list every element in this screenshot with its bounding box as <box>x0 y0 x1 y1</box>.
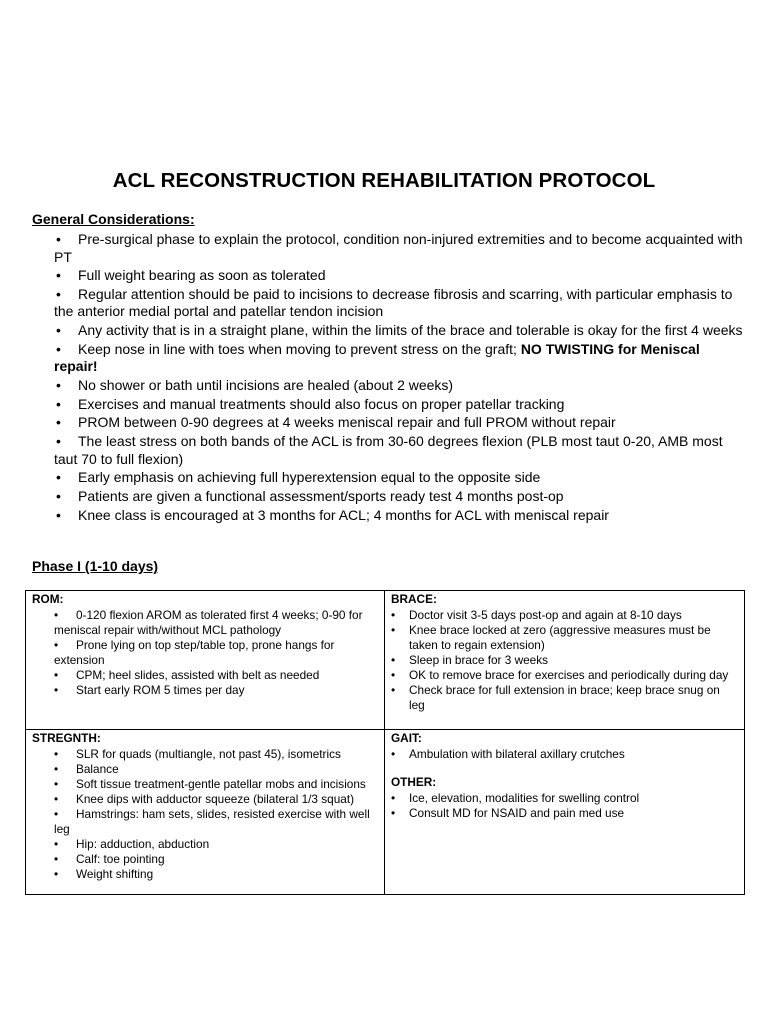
bullet-icon: • <box>56 506 61 523</box>
table-list-item <box>32 837 378 852</box>
gait-heading: GAIT: <box>391 731 422 745</box>
table-list-item <box>32 747 378 762</box>
bullet-icon: • <box>391 623 396 637</box>
bullet-icon: • <box>54 837 59 851</box>
table-list-item <box>32 792 378 807</box>
consideration-item <box>54 469 744 487</box>
general-considerations-heading-text: General Considerations <box>32 211 190 227</box>
rom-cell <box>26 591 384 729</box>
consideration-text: Pre-surgical phase to explain the protocol, condition non-injured extremities and to become acquainted with PT <box>54 231 743 265</box>
table-list-item-text: Check brace for full extension in brace; keep brace snug on leg <box>409 683 720 712</box>
bullet-icon: • <box>391 653 396 667</box>
table-list-item <box>32 638 378 668</box>
bullet-icon: • <box>56 395 61 412</box>
table-list-item-text: Hip: adduction, abduction <box>76 837 210 851</box>
consideration-text: The least stress on both bands of the ACL is from 30-60 degrees flexion (PLB most taut 0-20, AMB most taut 70 to full flexion) <box>54 433 723 467</box>
table-list-item <box>391 806 738 821</box>
consideration-text: Regular attention should be paid to incisions to decrease fibrosis and scarring, with particular emphasis to the anterior medial portal and patellar tendon incision <box>54 285 733 320</box>
bullet-icon: • <box>56 285 61 302</box>
consideration-item <box>54 433 744 468</box>
bullet-icon: • <box>56 414 61 431</box>
bullet-icon: • <box>391 608 396 622</box>
table-list-item-text: Balance <box>76 762 119 776</box>
table-list-item-text: Ice, elevation, modalities for swelling control <box>409 791 640 805</box>
strength-heading: STREGNTH: <box>32 731 101 745</box>
bullet-icon: • <box>54 683 59 697</box>
table-list-item-text: Prone lying on top step/table top, prone hangs for extension <box>54 638 335 667</box>
table-list-item-text: Knee dips with adductor squeeze (bilateral 1/3 squat) <box>76 792 355 806</box>
table-list-item-text: 0-120 flexion AROM as tolerated first 4 weeks; 0-90 for meniscal repair with/without MCL pathology <box>54 608 363 637</box>
table-list-item-text: Doctor visit 3-5 days post-op and again at 8-10 days <box>409 608 682 622</box>
consideration-text: Early emphasis on achieving full hyperextension equal to the opposite side <box>78 469 541 486</box>
bullet-icon: • <box>54 747 59 761</box>
table-list-item <box>391 791 738 806</box>
phase1-table <box>25 590 745 895</box>
table-list-item-text: Hamstrings: ham sets, slides, resisted exercise with well leg <box>54 807 370 836</box>
consideration-item <box>54 286 744 321</box>
bullet-icon: • <box>54 762 59 776</box>
table-list-item-text: Knee brace locked at zero (aggressive measures must be taken to regain extension) <box>409 623 711 652</box>
table-list-item-text: Consult MD for NSAID and pain med use <box>409 806 625 820</box>
table-list-item <box>391 653 738 668</box>
consideration-text: Any activity that is in a straight plane, within the limits of the brace and tolerable is okay for the first 4 weeks <box>78 322 743 339</box>
consideration-text: Exercises and manual treatments should also focus on proper patellar tracking <box>78 395 565 412</box>
bullet-icon: • <box>56 433 61 449</box>
bullet-icon: • <box>56 340 61 357</box>
table-list-item-text: Ambulation with bilateral axillary crutches <box>409 747 625 761</box>
consideration-text: Knee class is encouraged at 3 months for ACL; 4 months for ACL with meniscal repair <box>78 506 609 523</box>
table-list-item-text: CPM; heel slides, assisted with belt as needed <box>76 668 320 682</box>
strength-list <box>32 747 378 882</box>
consideration-item <box>54 414 744 432</box>
table-list-item-text: Start early ROM 5 times per day <box>76 683 245 697</box>
table-list-item-text: Weight shifting <box>76 867 154 881</box>
bullet-icon: • <box>54 777 59 791</box>
bullet-icon: • <box>54 638 59 652</box>
bullet-icon: • <box>391 668 396 682</box>
table-list-item <box>32 777 378 792</box>
bullet-icon: • <box>54 807 59 821</box>
table-list-item-text: OK to remove brace for exercises and periodically during day <box>409 668 729 682</box>
consideration-text: Patients are given a functional assessment/sports ready test 4 months post-op <box>78 487 564 504</box>
consideration-item <box>54 341 744 376</box>
table-list-item <box>32 668 378 683</box>
table-list-item <box>32 683 378 698</box>
general-considerations-heading <box>32 211 195 227</box>
consideration-item <box>54 507 744 525</box>
table-list-item <box>32 807 378 837</box>
bullet-icon: • <box>391 806 396 820</box>
table-list-item <box>391 608 738 623</box>
bullet-icon: • <box>56 231 61 247</box>
table-list-item <box>32 852 378 867</box>
table-list-item-text: SLR for quads (multiangle, not past 45), isometrics <box>76 747 341 761</box>
document-title: ACL RECONSTRUCTION REHABILITATION PROTOCOL <box>112 169 656 192</box>
bullet-icon: • <box>56 376 61 393</box>
consideration-text: Keep nose in line with toes when moving to prevent stress on the graft; <box>78 340 521 357</box>
table-list-item <box>32 867 378 882</box>
bullet-icon: • <box>54 792 59 806</box>
brace-heading: BRACE: <box>391 592 437 606</box>
bullet-icon: • <box>56 487 61 504</box>
gait-list <box>391 747 738 762</box>
general-considerations-list <box>54 231 744 525</box>
table-list-item <box>32 762 378 777</box>
bullet-icon: • <box>391 791 396 805</box>
table-list-item <box>32 608 378 638</box>
consideration-item <box>54 231 744 266</box>
consideration-text: PROM between 0-90 degrees at 4 weeks meniscal repair and full PROM without repair <box>78 414 616 431</box>
table-list-item-text: Soft tissue treatment-gentle patellar mobs and incisions <box>76 777 366 791</box>
general-considerations-heading-colon: : <box>189 211 195 227</box>
brace-cell <box>385 591 744 729</box>
table-list-item-text: Calf: toe pointing <box>76 852 165 866</box>
bullet-icon: • <box>54 867 59 881</box>
bullet-icon: • <box>391 747 396 761</box>
bullet-icon: • <box>56 267 61 284</box>
consideration-item <box>54 396 744 414</box>
bullet-icon: • <box>56 322 61 339</box>
bullet-icon: • <box>391 683 396 697</box>
consideration-item <box>54 488 744 506</box>
table-list-item <box>391 623 738 653</box>
rom-heading: ROM: <box>32 592 64 606</box>
consideration-item <box>54 322 744 340</box>
rom-list <box>32 608 378 698</box>
brace-list <box>391 608 738 713</box>
table-list-item <box>391 683 738 713</box>
bullet-icon: • <box>54 852 59 866</box>
bullet-icon: • <box>54 608 59 622</box>
consideration-item <box>54 267 744 285</box>
consideration-item <box>54 377 744 395</box>
consideration-text: No shower or bath until incisions are healed (about 2 weeks) <box>78 376 454 393</box>
bullet-icon: • <box>54 668 59 682</box>
table-list-item <box>391 668 738 683</box>
bullet-icon: • <box>56 469 61 486</box>
other-heading: OTHER: <box>391 775 437 789</box>
phase1-heading: Phase I (1-10 days) <box>32 558 159 574</box>
table-list-item-text: Sleep in brace for 3 weeks <box>409 653 549 667</box>
consideration-text: Full weight bearing as soon as tolerated <box>78 267 326 284</box>
gait-other-cell <box>385 730 744 894</box>
table-list-item <box>391 747 738 762</box>
other-list <box>391 791 738 821</box>
strength-cell <box>26 730 384 894</box>
consideration-emphasis: NO TWISTING for Meniscal repair! <box>54 340 700 375</box>
